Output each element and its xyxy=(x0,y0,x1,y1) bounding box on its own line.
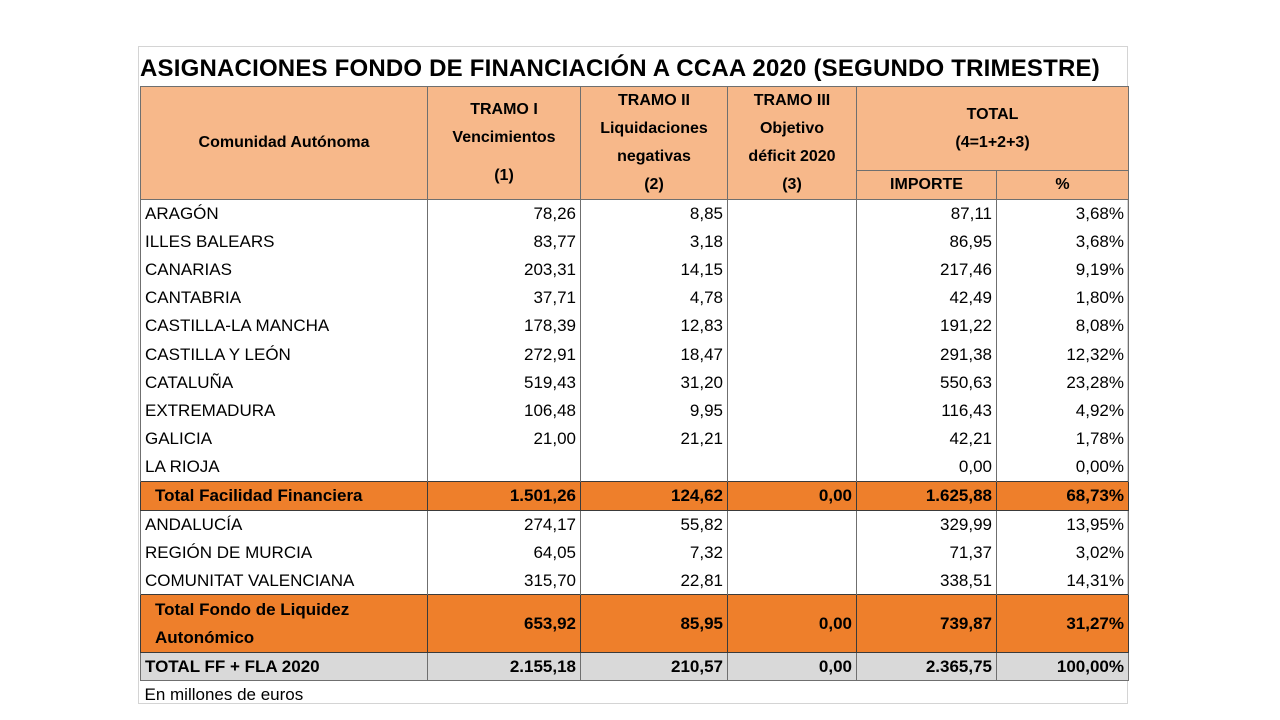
cell-importe: 338,51 xyxy=(857,567,997,595)
subtotal-t3: 0,00 xyxy=(728,595,857,653)
cell-t1: 519,43 xyxy=(428,369,581,397)
cell-pct: 1,78% xyxy=(997,425,1129,453)
cell-importe: 329,99 xyxy=(857,510,997,538)
subtotal-importe: 739,87 xyxy=(857,595,997,653)
allocations-table xyxy=(140,86,1129,709)
region-name: GALICIA xyxy=(141,425,428,453)
subtotal-pct: 68,73% xyxy=(997,481,1129,510)
cell-importe: 550,63 xyxy=(857,369,997,397)
cell-pct: 3,68% xyxy=(997,228,1129,256)
cell-importe: 0,00 xyxy=(857,453,997,481)
region-name: REGIÓN DE MURCIA xyxy=(141,539,428,567)
header-tramo-1: TRAMO I Vencimientos (1) xyxy=(428,87,581,200)
region-name: CASTILLA Y LEÓN xyxy=(141,340,428,368)
region-name: LA RIOJA xyxy=(141,453,428,481)
cell-pct: 1,80% xyxy=(997,284,1129,312)
cell-t3 xyxy=(728,340,857,368)
group-fla xyxy=(141,510,1129,595)
header-pct: % xyxy=(997,171,1129,200)
cell-pct: 13,95% xyxy=(997,510,1129,538)
cell-t2: 8,85 xyxy=(581,200,728,228)
cell-t1: 272,91 xyxy=(428,340,581,368)
subtotal-pct: 31,27% xyxy=(997,595,1129,653)
table-row xyxy=(141,340,1129,368)
table-row xyxy=(141,200,1129,228)
grand-total-row xyxy=(141,653,1129,681)
region-name: COMUNITAT VALENCIANA xyxy=(141,567,428,595)
cell-importe: 217,46 xyxy=(857,256,997,284)
table-row xyxy=(141,312,1129,340)
cell-t2: 21,21 xyxy=(581,425,728,453)
subtotal-t1: 1.501,26 xyxy=(428,481,581,510)
cell-pct: 3,68% xyxy=(997,200,1129,228)
subtotal-row-ff xyxy=(141,481,1129,510)
cell-t2: 12,83 xyxy=(581,312,728,340)
cell-t3 xyxy=(728,539,857,567)
cell-importe: 71,37 xyxy=(857,539,997,567)
region-name: CANTABRIA xyxy=(141,284,428,312)
cell-t1: 37,71 xyxy=(428,284,581,312)
cell-t2 xyxy=(581,453,728,481)
subtotal-t2: 124,62 xyxy=(581,481,728,510)
cell-t2: 14,15 xyxy=(581,256,728,284)
cell-t3 xyxy=(728,284,857,312)
cell-importe: 42,49 xyxy=(857,284,997,312)
table-row xyxy=(141,284,1129,312)
cell-importe: 191,22 xyxy=(857,312,997,340)
cell-pct: 23,28% xyxy=(997,369,1129,397)
cell-t1: 21,00 xyxy=(428,425,581,453)
cell-t3 xyxy=(728,453,857,481)
table-row xyxy=(141,228,1129,256)
cell-t2: 9,95 xyxy=(581,397,728,425)
cell-importe: 86,95 xyxy=(857,228,997,256)
cell-importe: 42,21 xyxy=(857,425,997,453)
subtotal-label: Total Fondo de Liquidez Autonómico xyxy=(141,595,428,653)
cell-t3 xyxy=(728,369,857,397)
cell-t2: 22,81 xyxy=(581,567,728,595)
cell-importe: 87,11 xyxy=(857,200,997,228)
grand-total-t2: 210,57 xyxy=(581,653,728,681)
cell-t1: 83,77 xyxy=(428,228,581,256)
header-tramo-3: TRAMO III Objetivo déficit 2020 (3) xyxy=(728,87,857,200)
table-row xyxy=(141,567,1129,595)
region-name: ARAGÓN xyxy=(141,200,428,228)
cell-pct: 0,00% xyxy=(997,453,1129,481)
subtotal-row-fla xyxy=(141,595,1129,653)
cell-t2: 3,18 xyxy=(581,228,728,256)
cell-t1: 178,39 xyxy=(428,312,581,340)
subtotal-label: Total Facilidad Financiera xyxy=(141,481,428,510)
table-row xyxy=(141,539,1129,567)
region-name: CASTILLA-LA MANCHA xyxy=(141,312,428,340)
cell-t1: 203,31 xyxy=(428,256,581,284)
subtotal-t3: 0,00 xyxy=(728,481,857,510)
subtotal-t2: 85,95 xyxy=(581,595,728,653)
cell-pct: 14,31% xyxy=(997,567,1129,595)
region-name: CANARIAS xyxy=(141,256,428,284)
header-comunidad: Comunidad Autónoma xyxy=(141,87,428,200)
region-name: ANDALUCÍA xyxy=(141,510,428,538)
cell-t2: 7,32 xyxy=(581,539,728,567)
cell-t1: 315,70 xyxy=(428,567,581,595)
table-row xyxy=(141,256,1129,284)
region-name: CATALUÑA xyxy=(141,369,428,397)
footnote-row xyxy=(141,681,1129,710)
cell-importe: 116,43 xyxy=(857,397,997,425)
cell-t2: 31,20 xyxy=(581,369,728,397)
cell-t3 xyxy=(728,425,857,453)
cell-pct: 4,92% xyxy=(997,397,1129,425)
cell-pct: 3,02% xyxy=(997,539,1129,567)
cell-t3 xyxy=(728,567,857,595)
cell-pct: 12,32% xyxy=(997,340,1129,368)
grand-total-pct: 100,00% xyxy=(997,653,1129,681)
grand-total-t3: 0,00 xyxy=(728,653,857,681)
table-row xyxy=(141,369,1129,397)
header-total: TOTAL (4=1+2+3) xyxy=(857,87,1129,171)
grand-total-label: TOTAL FF + FLA 2020 xyxy=(141,653,428,681)
cell-t3 xyxy=(728,256,857,284)
cell-t1 xyxy=(428,453,581,481)
cell-importe: 291,38 xyxy=(857,340,997,368)
table-row xyxy=(141,397,1129,425)
subtotal-importe: 1.625,88 xyxy=(857,481,997,510)
footnote: En millones de euros xyxy=(144,685,304,705)
region-name: EXTREMADURA xyxy=(141,397,428,425)
table-row xyxy=(141,510,1129,538)
subtotal-t1: 653,92 xyxy=(428,595,581,653)
cell-t1: 274,17 xyxy=(428,510,581,538)
cell-t3 xyxy=(728,228,857,256)
table-row xyxy=(141,453,1129,481)
table-row xyxy=(141,425,1129,453)
cell-t3 xyxy=(728,397,857,425)
cell-t1: 106,48 xyxy=(428,397,581,425)
region-name: ILLES BALEARS xyxy=(141,228,428,256)
group-facilidad-financiera xyxy=(141,200,1129,482)
table-title: ASIGNACIONES FONDO DE FINANCIACIÓN A CCAA 2020 (SEGUNDO TRIMESTRE) xyxy=(140,55,1100,82)
cell-t3 xyxy=(728,312,857,340)
cell-t3 xyxy=(728,510,857,538)
cell-t3 xyxy=(728,200,857,228)
cell-t1: 78,26 xyxy=(428,200,581,228)
cell-t2: 4,78 xyxy=(581,284,728,312)
cell-t2: 18,47 xyxy=(581,340,728,368)
grand-total-importe: 2.365,75 xyxy=(857,653,997,681)
cell-t2: 55,82 xyxy=(581,510,728,538)
cell-t1: 64,05 xyxy=(428,539,581,567)
header-tramo-2: TRAMO II Liquidaciones negativas (2) xyxy=(581,87,728,200)
cell-pct: 8,08% xyxy=(997,312,1129,340)
cell-pct: 9,19% xyxy=(997,256,1129,284)
header-importe: IMPORTE xyxy=(857,171,997,200)
grand-total-t1: 2.155,18 xyxy=(428,653,581,681)
